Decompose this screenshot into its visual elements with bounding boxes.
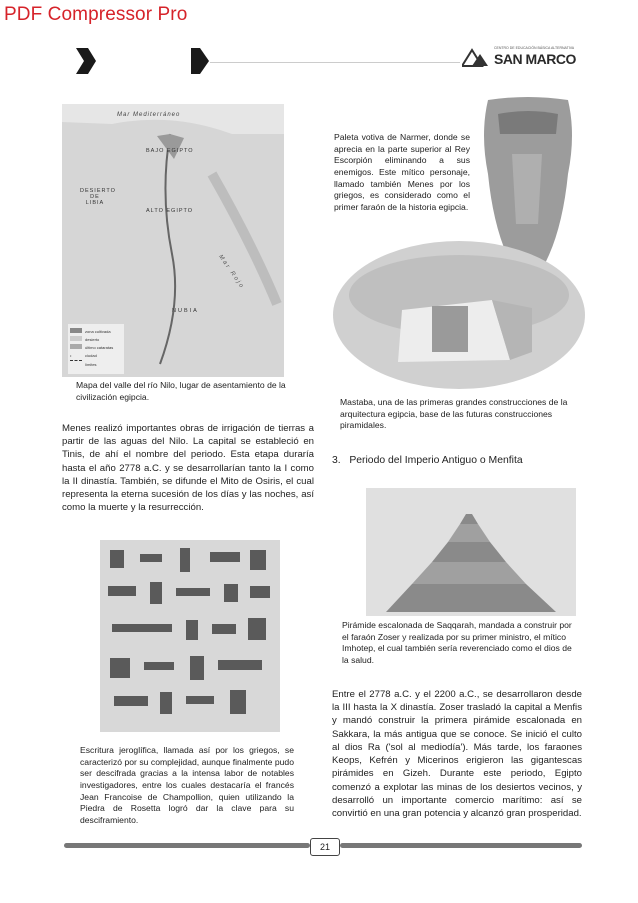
nile-map-image	[62, 104, 284, 377]
map-label-nubia: NUBIA	[172, 308, 199, 314]
footer-bar-left	[64, 843, 310, 848]
map-label-desert: DESIERTO DE LIBIA	[80, 188, 116, 206]
map-label-upper: ALTO EGIPTO	[146, 208, 194, 214]
mastaba-caption: Mastaba, una de las primeras grandes construcciones de la arquitectura egipcia, base de las futuras construcciones piramidales.	[340, 397, 568, 431]
legend-item: • ciudad	[70, 353, 97, 358]
map-label-sea: Mar Mediterráneo	[117, 112, 181, 118]
pyramid-caption: Pirámide escalonada de Saqqarah, mandada a construir por el faraón Zoser y realizada por su primer ministro, el mítico Imhotep, el cual también sería reverenciado como el dios de la salud.	[342, 620, 572, 666]
publisher-name: SAN MARCO	[494, 51, 576, 67]
footer-bar-right	[340, 843, 582, 848]
map-label-red-sea: Mar Rojo	[217, 254, 246, 291]
section-heading: 3. Periodo del Imperio Antiguo o Menfita	[332, 455, 523, 466]
legend-item: límites	[70, 360, 113, 369]
header-arrow-right	[191, 48, 209, 74]
publisher-small-text: CENTRO DE EDUCACIÓN BÁSICA ALTERNATIVA	[494, 46, 575, 50]
watermark: PDF Compressor Pro	[4, 4, 188, 25]
map-caption: Mapa del valle del río Nilo, lugar de asentamiento de la civilización egipcia.	[76, 380, 286, 402]
hieroglyph-image	[100, 540, 280, 732]
old-kingdom-paragraph: Entre el 2778 a.C. y el 2200 a.C., se desarrollaron desde la III hasta la X dinastía. Zoser trasladó la capital a Menfis y mandó construir la primera pirámide escalonada en Sakkara, la más antigua que se conoce. Se inició el culto al dios Ra ('sol al mediodía'). Más tarde, los faraones Keops, Kefrén y Micerinos erigieron las gigantescas pirámides en Gizeh. Durante este periodo, Egipto comenzó a explotar las minas de los desiertos vecinos, y desarrolló un importante comercio marítimo: así se convirtió en una gran potencia y alcanzó gran prosperidad.	[332, 689, 582, 820]
map-legend	[70, 328, 113, 369]
map-label-lower: BAJO EGIPTO	[146, 148, 194, 154]
header-arrow-left	[76, 48, 96, 74]
legend-item: desierto	[70, 336, 113, 344]
legend-item: último cataratas	[70, 344, 113, 352]
narmer-caption: Paleta votiva de Narmer, donde se aprecia en la parte superior al Rey Escorpión eliminando a sus enemigos. Este mítico personaje, llamado también Menes por los griegos, es considerado como el primer faraón de la historia egipcia.	[334, 132, 470, 213]
saqqarah-pyramid-image	[366, 488, 576, 616]
publisher-logo	[462, 46, 582, 68]
legend-item: zona cultivada	[70, 328, 113, 336]
menes-paragraph: Menes realizó importantes obras de irrigación de tierras a partir de las aguas del Nilo. La capital se estableció en Tinis, de ahí el nombre del periodo. Esta etapa duraría hasta el año 2778 a.C. y se desarrollarían tanto la I como la II dinastía. También, se difunde el Mito de Osiris, el cual representa la eterna sucesión de los días y las noches, así como la muerte y la resurrección.	[62, 423, 314, 514]
logo-icon	[462, 48, 492, 68]
mastaba-image	[332, 240, 586, 390]
header-rule	[210, 62, 460, 63]
hieroglyph-caption: Escritura jeroglífica, llamada así por los griegos, se caracterizó por su complejidad, aunque finalmente pudo ser descifrada gracias a la intensa labor de notables investigadores, entre los cuales destacaría el francés Jean Francoise de Champollion, quien utilizando la Piedra de Rosetta logró dar la clave para su desciframiento.	[80, 745, 294, 826]
page-number: 21	[310, 838, 340, 856]
